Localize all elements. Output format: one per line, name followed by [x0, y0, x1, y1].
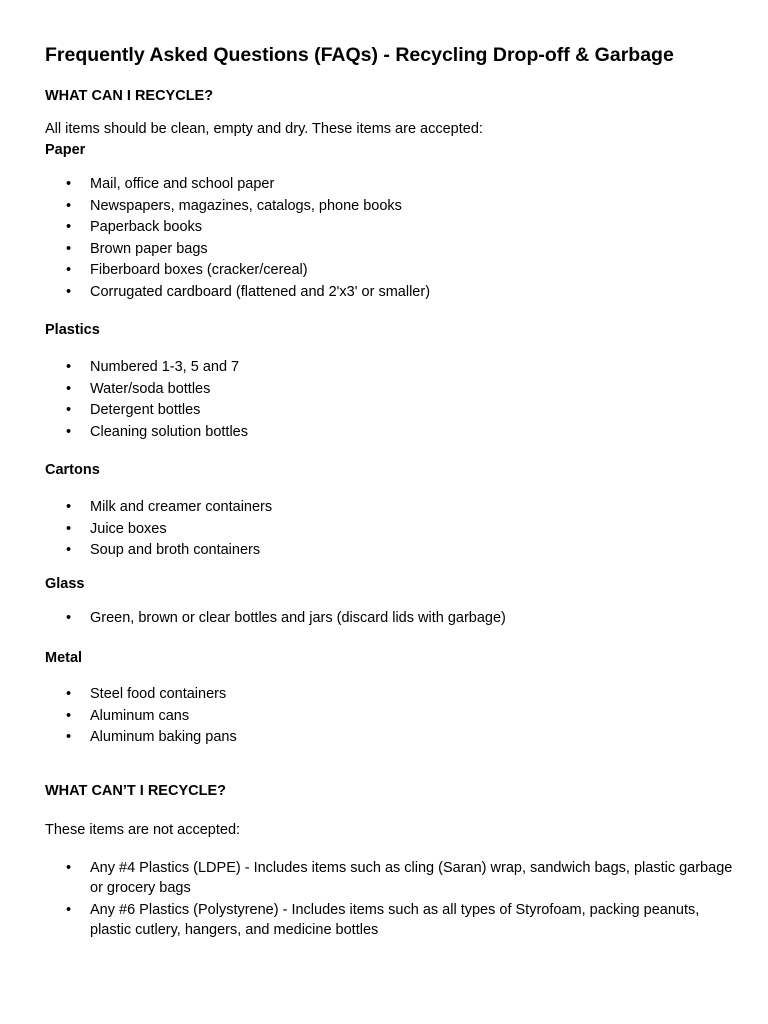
list-item-text: Fiberboard boxes (cracker/cereal): [90, 262, 308, 279]
cartons-heading: Cartons: [45, 462, 100, 478]
list-item: [45, 196, 735, 218]
accepted-intro-text: All items should be clean, empty and dry. These items are accepted:: [45, 121, 483, 137]
list-item: [45, 217, 735, 239]
bullet-icon: •: [66, 707, 72, 724]
list-item: [45, 858, 735, 898]
list-item-text: Any #4 Plastics (LDPE) - Includes items such as cling (Saran) wrap, sandwich bags, plastic garbage or grocery bags: [90, 860, 733, 896]
list-item: [45, 684, 735, 706]
bullet-icon: •: [66, 240, 72, 257]
list-item-text: Aluminum baking pans: [90, 729, 237, 746]
list-item: [45, 282, 735, 304]
list-item-text: Cleaning solution bottles: [90, 423, 248, 440]
bullet-icon: •: [66, 283, 72, 300]
list-item-text: Green, brown or clear bottles and jars (discard lids with garbage): [90, 610, 506, 626]
list-item-text: Corrugated cardboard (flattened and 2'x3' or smaller): [90, 283, 431, 300]
cartons-list: [45, 497, 735, 562]
list-item-text: Milk and creamer containers: [90, 499, 273, 515]
list-item-text: Newspapers, magazines, catalogs, phone books: [90, 197, 402, 214]
bullet-icon: •: [66, 359, 72, 375]
list-item-text: Paperback books: [90, 219, 203, 236]
list-item: [45, 727, 735, 749]
bullet-icon: •: [66, 729, 72, 746]
list-item-text: Aluminum cans: [90, 707, 190, 724]
what-cant-i-recycle-heading: WHAT CAN’T I RECYCLE?: [45, 783, 226, 799]
bullet-icon: •: [66, 610, 72, 626]
list-item-text: Steel food containers: [90, 686, 227, 702]
list-item: [45, 706, 735, 728]
bullet-icon: •: [66, 902, 72, 918]
what-can-i-recycle-heading: WHAT CAN I RECYCLE?: [45, 88, 214, 104]
list-item-text: Mail, office and school paper: [90, 176, 275, 192]
list-item-text: Soup and broth containers: [90, 542, 261, 559]
metal-list: [45, 684, 735, 749]
bullet-icon: •: [66, 423, 72, 440]
list-item: [45, 900, 735, 940]
list-item: [45, 519, 735, 541]
bullet-icon: •: [66, 176, 72, 192]
list-item-text: Any #6 Plastics (Polystyrene) - Includes items such as all types of Styrofoam, packing peanuts, plastic cutlery, hangers, and medicine bottles: [90, 902, 700, 938]
bullet-icon: •: [66, 219, 72, 236]
list-item-text: Detergent bottles: [90, 402, 201, 419]
list-item: [45, 540, 735, 562]
glass-heading: Glass: [45, 576, 85, 592]
paper-list: [45, 174, 735, 304]
not-accepted-list: [45, 858, 735, 942]
bullet-icon: •: [66, 262, 72, 279]
list-item: [45, 357, 735, 379]
list-item: [45, 497, 735, 519]
metal-heading: Metal: [45, 650, 83, 666]
list-item: [45, 239, 735, 261]
bullet-icon: •: [66, 686, 72, 702]
glass-list: [45, 608, 735, 630]
bullet-icon: •: [66, 499, 72, 515]
list-item-text: Numbered 1-3, 5 and 7: [90, 359, 240, 375]
not-accepted-intro-text: These items are not accepted:: [45, 822, 241, 838]
bullet-icon: •: [66, 402, 72, 419]
paper-heading: Paper: [45, 142, 86, 158]
bullet-icon: •: [66, 197, 72, 214]
list-item: [45, 260, 735, 282]
list-item: [45, 608, 735, 630]
plastics-list: [45, 357, 735, 443]
bullet-icon: •: [66, 380, 72, 397]
list-item: [45, 174, 735, 196]
list-item: [45, 422, 735, 444]
bullet-icon: •: [66, 520, 72, 537]
list-item-text: Water/soda bottles: [90, 380, 211, 397]
bullet-icon: •: [66, 542, 72, 559]
list-item-text: Juice boxes: [90, 520, 167, 537]
plastics-heading: Plastics: [45, 322, 100, 338]
list-item: [45, 379, 735, 401]
document-title: Frequently Asked Questions (FAQs) - Recycling Drop-off & Garbage: [45, 44, 674, 66]
list-item: [45, 400, 735, 422]
list-item-text: Brown paper bags: [90, 240, 208, 257]
bullet-icon: •: [66, 860, 72, 876]
